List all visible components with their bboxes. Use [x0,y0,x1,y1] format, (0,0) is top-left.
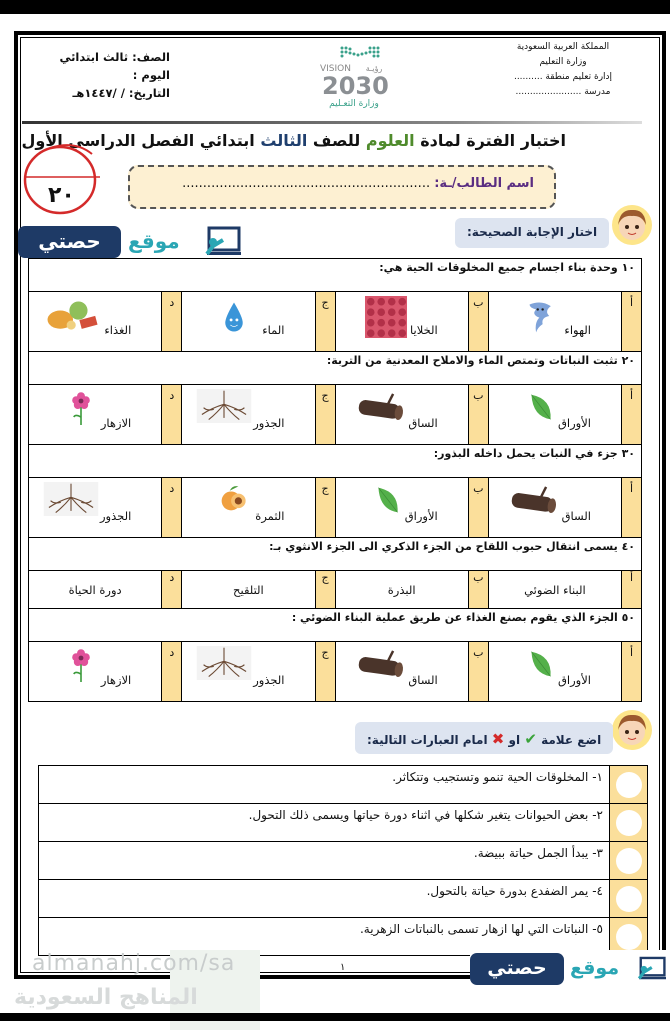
option-label: الأوراق [557,416,591,430]
option-letter: ج [315,385,335,445]
answer-circle[interactable] [610,880,648,918]
option-label: الخلايا [410,323,438,337]
option-letter: د [162,385,182,445]
hessaty-logo-top [18,224,243,260]
option-picture-icon [212,389,256,433]
option-picture-icon [366,296,410,340]
header-class-info [60,48,170,102]
answer-option[interactable] [335,571,468,609]
answer-option[interactable] [29,385,162,445]
statement-text: ٣- يبدأ الجمل حياتة ببيضة. [39,842,610,880]
question-row [29,445,642,478]
statement-row [39,880,648,918]
page-number: ١ [340,962,346,973]
statement-row [39,842,648,880]
question-text: ١٠ وحدة بناء اجسام جميع المخلوقات الحية هي: [29,259,642,292]
option-picture-icon [519,296,563,340]
option-letter: د [162,642,182,702]
option-picture-icon [59,482,103,526]
logo-year: 2030 [322,72,389,100]
option-label: الماء [262,323,285,337]
statement-text: ٢- بعض الحيوانات يتغير شكلها في اثناء دورة حياتها ويسمى ذلك التحول. [39,804,610,842]
region-label: إدارة تعليم منطقة .......... [513,72,613,82]
title-part1: اختبار الفترة لمادة [414,131,566,150]
answer-option[interactable] [182,385,315,445]
answer-option[interactable] [29,642,162,702]
tf-heading-or: او [508,733,521,747]
option-label: الثمرة [255,509,285,523]
option-label: التلقيح [233,582,264,597]
score-total: ٢٠ [48,183,75,208]
option-letter: أ [621,292,641,352]
answer-circle-icon [616,886,642,912]
logo-ministry: وزارة التعـليم [329,99,379,109]
option-label: البناء الضوئي [524,582,586,597]
option-label: الجذور [253,416,285,430]
option-letter: ب [468,292,488,352]
watermark-url: almanahj.com/sa [32,951,236,976]
day-label: اليوم : [132,68,170,82]
option-picture-icon [212,646,256,690]
true-false-table [38,765,648,956]
answer-option[interactable] [182,478,315,538]
option-label: الأوراق [557,673,591,687]
answer-option[interactable] [335,292,468,352]
cross-icon: ✖ [491,730,505,748]
bottom-border-bar [0,1013,670,1021]
teacher-board-icon [203,226,241,258]
option-letter: د [162,571,182,609]
option-picture-icon [59,646,103,690]
grade-label: الصف: ثالث ابتدائي [59,50,170,64]
vision-2030-logo [312,44,397,110]
option-picture-icon [519,646,563,690]
answer-option[interactable] [335,642,468,702]
question-text: ٤٠ يسمى انتقال حبوب اللقاح من الجزء الذكري الى الجزء الانثوي بـ: [29,538,642,571]
statement-text: ٤- يمر الضفدع بدورة حياتة بالتحول. [39,880,610,918]
options-row [29,642,642,702]
girl-avatar-icon [612,710,652,750]
title-part3: ابتدائي الفصل الدراسي الأول [21,131,261,150]
options-row [29,478,642,538]
option-letter: ج [315,642,335,702]
option-picture-icon [366,389,410,433]
answer-option[interactable] [488,292,621,352]
option-letter: ج [315,478,335,538]
option-picture-icon [59,296,103,340]
section-true-false-heading [355,722,613,754]
top-border-bar [0,0,670,14]
section-multiple-choice-heading: اختار الإجابة الصحيحة: [455,218,609,248]
answer-option[interactable] [182,292,315,352]
student-name-field[interactable] [128,165,556,209]
answer-circle[interactable] [610,766,648,804]
title-part2: للصف [307,131,366,150]
option-letter: ج [315,292,335,352]
answer-option[interactable] [335,385,468,445]
option-label: دورة الحياة [68,582,122,597]
answer-circle-icon [616,924,642,950]
options-row [29,292,642,352]
answer-option[interactable] [182,571,315,609]
header-institution [498,40,628,100]
answer-option[interactable] [488,571,621,609]
answer-option[interactable] [29,292,162,352]
logo-vision-ar: رؤيـة [365,64,383,73]
girl-avatar-icon [612,205,652,245]
answer-circle-icon [616,848,642,874]
option-label: الساق [561,509,591,523]
hessaty-label: حصتي [470,953,564,985]
mawqi-label: موقع [128,229,180,253]
school-label: مدرسة ....................... [515,87,611,97]
answer-option[interactable] [182,642,315,702]
statement-text: ١- المخلوقات الحية تنمو وتستجيب وتتكاثر. [39,766,610,804]
header-divider [22,121,642,124]
statement-text: ٥- النباتات التي لها ازهار تسمى بالنباتات الزهرية. [39,918,610,956]
answer-option[interactable] [488,478,621,538]
answer-option[interactable] [488,642,621,702]
option-label: الهواء [564,323,591,337]
option-label: الجذور [100,509,132,523]
option-label: الازهار [100,416,132,430]
option-letter: ب [468,642,488,702]
option-letter: أ [621,571,641,609]
question-text: ٥٠ الجزء الذي يقوم بصنع الغذاء عن طريق عملية البناء الضوئي : [29,609,642,642]
option-picture-icon [519,482,563,526]
multiple-choice-table [28,258,642,702]
option-label: الساق [408,416,438,430]
answer-option[interactable] [29,571,162,609]
question-row [29,609,642,642]
student-name-dots: ............................................................ [182,176,431,191]
answer-circle-icon [616,772,642,798]
option-label: البذرة [387,582,416,597]
answer-circle[interactable] [610,842,648,880]
tf-heading-b: امام العبارات التالية: [367,733,488,747]
answer-option[interactable] [488,385,621,445]
hessaty-logo-bottom [470,950,668,986]
answer-option[interactable] [335,478,468,538]
option-letter: د [162,478,182,538]
tf-heading-a: اضع علامة [541,733,602,747]
answer-circle-icon [616,810,642,836]
question-row [29,538,642,571]
teacher-board-icon [636,954,666,984]
title-subject: العلوم [365,131,415,150]
option-picture-icon [366,482,410,526]
option-letter: ج [315,571,335,609]
statement-row [39,766,648,804]
logo-vision-text: VISION [320,64,351,74]
answer-circle[interactable] [610,804,648,842]
option-picture-icon [519,389,563,433]
options-row [29,571,642,609]
question-text: ٣٠ جزء في النبات يحمل داخله البذور: [29,445,642,478]
option-picture-icon [212,482,256,526]
option-label: الأوراق [404,509,438,523]
title-grade: الثالث [260,131,308,150]
question-row [29,259,642,292]
date-label: التاريخ: / /١٤٤٧هـ [72,86,170,100]
option-label: الازهار [100,673,132,687]
option-letter: أ [621,642,641,702]
option-letter: ب [468,571,488,609]
option-picture-icon [366,646,410,690]
option-label: الجذور [253,673,285,687]
option-letter: د [162,292,182,352]
options-row [29,385,642,445]
answer-option[interactable] [29,478,162,538]
option-picture-icon [212,296,256,340]
kingdom-label: المملكة العربية السعودية [516,42,610,52]
question-row [29,352,642,385]
ministry-label: وزارة التعليم [539,57,587,67]
hessaty-label: حصتي [18,226,121,258]
option-label: الغذاء [104,323,132,337]
option-letter: أ [621,478,641,538]
option-label: الساق [408,673,438,687]
statement-row [39,804,648,842]
watermark-arabic: المناهج السعودية [14,985,198,1010]
option-picture-icon [59,389,103,433]
option-letter: أ [621,385,641,445]
mawqi-label: موقع [570,957,620,979]
option-letter: ب [468,478,488,538]
question-text: ٢٠ تثبت النباتات وتمتص الماء والاملاح المعدنية من التربة: [29,352,642,385]
option-letter: ب [468,385,488,445]
student-name-label: اسم الطالب/ـة: [434,176,534,191]
check-icon: ✔ [524,730,537,748]
